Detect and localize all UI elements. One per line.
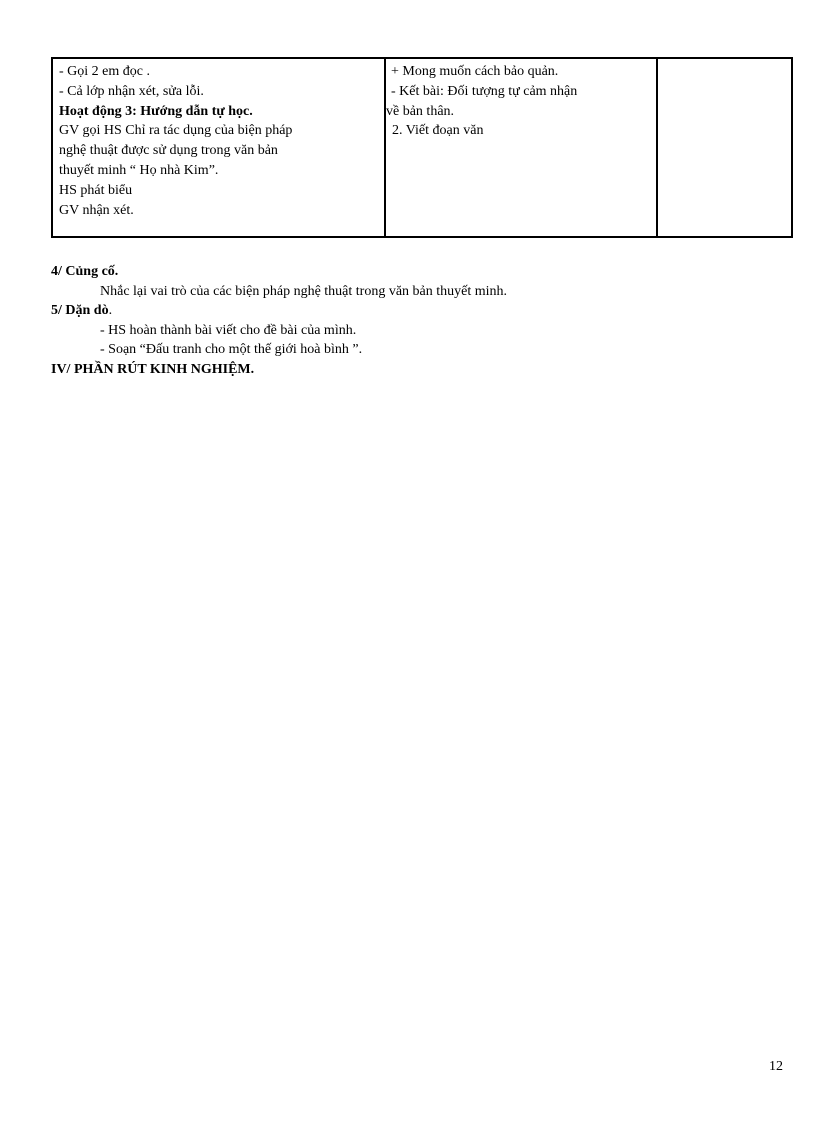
table-line: HS phát biểu [59, 182, 133, 198]
table-line: nghệ thuật được sử dụng trong văn bản [59, 143, 278, 159]
table-column-notes [658, 59, 791, 236]
table-line: - Kết bài: Đối tượng tự cảm nhận [391, 83, 578, 99]
table-line: 2. Viết đoạn văn [392, 123, 484, 139]
page-number: 12 [769, 1059, 783, 1074]
section-heading-rut-kinh-nghiem: IV/ PHẦN RÚT KINH NGHIỆM. [51, 361, 255, 377]
table-line: thuyết minh “ Họ nhà Kim”. [59, 162, 219, 178]
table-line: - Cả lớp nhận xét, sửa lỗi. [59, 83, 204, 99]
table-line: + Mong muốn cách bảo quản. [391, 64, 559, 79]
table-column-content [386, 59, 658, 236]
table-line: GV nhận xét. [59, 202, 134, 218]
lesson-table [51, 57, 793, 238]
section-title-cung-co: 4/ Củng cố. [51, 264, 119, 279]
section-text: Nhắc lại vai trò của các biện pháp nghệ thuật trong văn bản thuyết minh. [100, 283, 508, 299]
section-title-dot: . [108, 303, 113, 318]
section-title-text: 5/ Dặn dò [51, 303, 109, 318]
table-line: về bản thân. [386, 103, 455, 119]
activity-heading: Hoạt động 3: Hướng dẫn tự học. [59, 103, 253, 119]
lesson-sections [51, 262, 791, 379]
section-title-dan-do [51, 301, 791, 321]
table-line: GV gọi HS Chỉ ra tác dụng của biện pháp [59, 123, 293, 139]
table-line: - Gọi 2 em đọc . [59, 64, 150, 79]
table-column-activities [53, 59, 386, 236]
section-item: - Soạn “Đấu tranh cho một thế giới hoà bình ”. [100, 342, 363, 357]
section-item: - HS hoàn thành bài viết cho đề bài của mình. [100, 322, 357, 338]
